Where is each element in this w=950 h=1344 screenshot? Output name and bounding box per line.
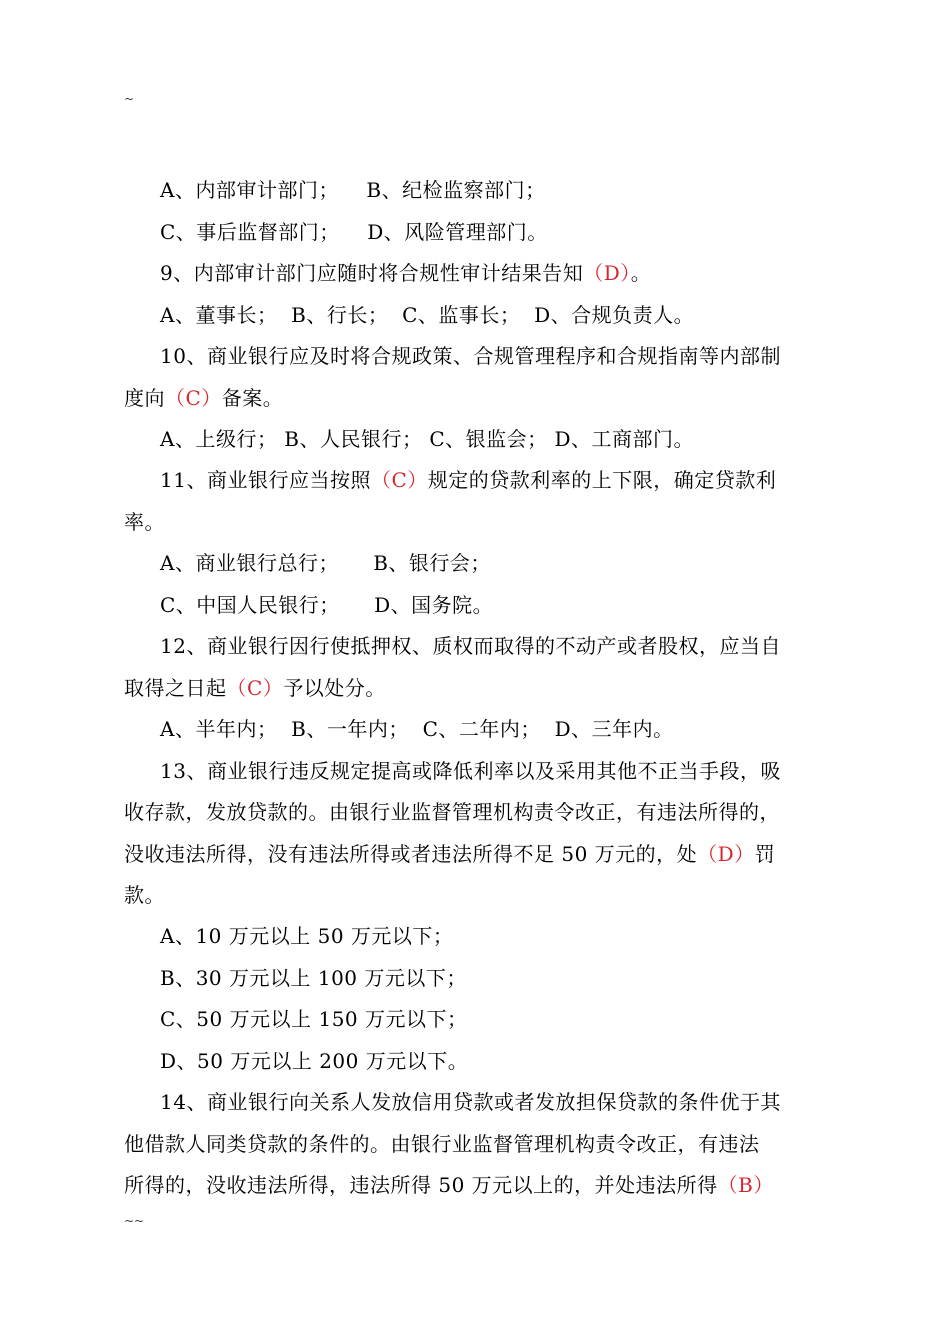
line-text: 度向 (124, 386, 165, 410)
line-text: 没收违法所得，没有违法所得或者违法所得不足 50 万元的，处 (124, 842, 698, 866)
line-text: 所得的，没收违法所得，违法所得 50 万元以上的，并处违法所得 (124, 1173, 718, 1197)
text-line (160, 964, 868, 992)
line-text: 14、商业银行向关系人发放信用贷款或者发放担保贷款的条件优于其 (160, 1090, 781, 1114)
text-line (160, 425, 868, 453)
line-text-tail: 规定的贷款利率的上下限，确定贷款利 (427, 468, 777, 492)
text-line (160, 301, 868, 329)
answer-mark: （C） (165, 386, 222, 410)
answer-mark: （D） (583, 261, 631, 285)
header-mark: ~ (124, 92, 135, 106)
line-text: 他借款人同类贷款的条件的。由银行业监督管理机构责令改正，有违法 (124, 1132, 760, 1156)
answer-mark: （C） (370, 468, 428, 492)
text-line (124, 384, 832, 412)
line-text-tail: 予以处分。 (283, 676, 386, 700)
line-text: 取得之日起 (124, 676, 227, 700)
line-text: A、上级行； B、人民银行； C、银监会； D、工商部门。 (160, 427, 695, 451)
line-text: C、事后监督部门； D、风险管理部门。 (160, 220, 548, 244)
answer-mark: （D） (697, 842, 755, 866)
text-line (160, 259, 868, 287)
line-text: 率。 (124, 510, 165, 534)
line-text-tail: 。 (630, 261, 652, 285)
text-line (160, 466, 868, 494)
text-line (160, 342, 868, 370)
line-text: 10、商业银行应及时将合规政策、合规管理程序和合规指南等内部制 (160, 344, 781, 368)
text-line (124, 1130, 832, 1158)
text-line (160, 218, 868, 246)
line-text-tail: 备案。 (221, 386, 284, 410)
text-line (160, 176, 868, 204)
text-line (160, 757, 868, 785)
answer-mark: （B） (717, 1173, 774, 1197)
text-line (160, 591, 868, 619)
line-text: C、50 万元以上 150 万元以下； (160, 1007, 468, 1031)
line-text: 收存款，发放贷款的。由银行业监督管理机构责令改正，有违法所得的， (124, 800, 780, 824)
line-text: A、半年内； B、一年内； C、二年内； D、三年内。 (160, 717, 674, 741)
line-text: C、中国人民银行； D、国务院。 (160, 593, 494, 617)
footer-mark: ~~ (124, 1214, 145, 1228)
line-text: A、内部审计部门； B、纪检监察部门； (160, 178, 546, 202)
text-line (124, 881, 832, 909)
line-text: B、30 万元以上 100 万元以下； (160, 966, 467, 990)
text-line (160, 715, 868, 743)
text-line (124, 674, 832, 702)
text-line (160, 1047, 868, 1075)
text-line (124, 1171, 832, 1199)
line-text: D、50 万元以上 200 万元以下。 (160, 1049, 469, 1073)
line-text: 款。 (124, 883, 165, 907)
line-text: A、商业银行总行； B、银行会； (160, 551, 491, 575)
line-text: 13、商业银行违反规定提高或降低利率以及采用其他不正当手段，吸 (160, 759, 781, 783)
text-line (124, 508, 832, 536)
text-line (160, 549, 868, 577)
line-text: A、10 万元以上 50 万元以下； (160, 924, 454, 948)
text-line (160, 632, 868, 660)
text-line (160, 1005, 868, 1033)
line-text: A、董事长； B、行长； C、监事长； D、合规负责人。 (160, 303, 695, 327)
answer-mark: （C） (226, 676, 284, 700)
text-line (160, 1088, 868, 1116)
line-text: 11、商业银行应当按照 (160, 468, 371, 492)
text-line (160, 922, 868, 950)
line-text: 9、内部审计部门应随时将合规性审计结果告知 (160, 261, 584, 285)
line-text: 12、商业银行因行使抵押权、质权而取得的不动产或者股权，应当自 (160, 634, 781, 658)
text-line (124, 798, 832, 826)
line-text-tail: 罚 (754, 842, 776, 866)
text-line (124, 840, 832, 868)
